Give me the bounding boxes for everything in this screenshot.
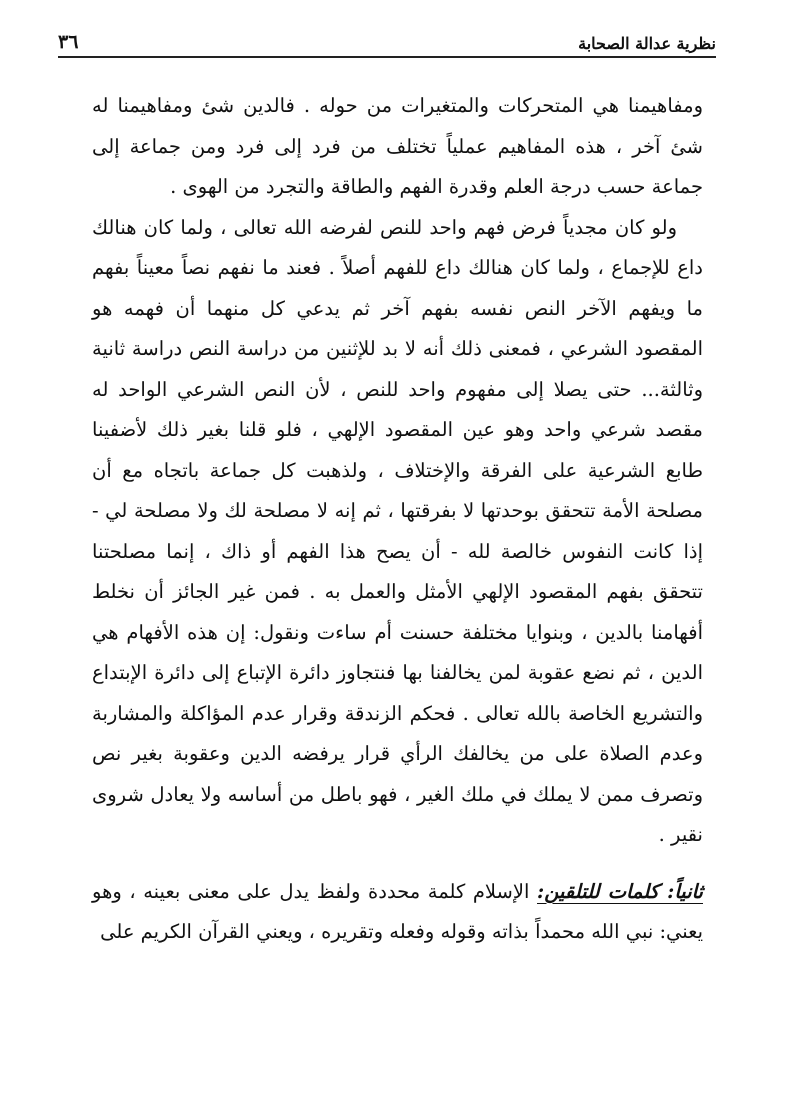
page-number: ٣٦ [58,31,79,53]
section-heading: ثانياً: كلمات للتلقين: [537,879,703,903]
body-text [92,86,703,953]
paragraph-2: ولو كان مجدياً فرض فهم واحد للنص لفرضه الله تعالى ، ولما كان هنالك داع للإجماع ، ولما كان هنالك داع للفهم أصلاً . فعند ما نفهم نصاً معيناً بفهم ما ويفهم الآخر النص نفسه بفهم آخر ثم يدعي كل منهما أن فهمه هو المقصود الشرعي ، فمعنى ذلك أنه لا بد للإثنين من دراسة النص دراسة ثانية وثالثة... حتى يصلا إلى مفهوم واحد للنص ، لأن النص الشرعي الواحد له مقصد شرعي واحد وهو عين المقصود الإلهي ، فلو قلنا بغير ذلك لأضفينا طابع الشرعية على الفرقة والإختلاف ، ولذهبت كل جماعة باتجاه مع أن مصلحة الأمة تتحقق بوحدتها لا بفرقتها ، ثم إنه لا مصلحة لك ولا مصلحة لي - إذا كانت النفوس خالصة لله - أن يصح هذا الفهم أو ذاك ، إنما مصلحتنا تتحقق بفهم المقصود الإلهي الأمثل والعمل به . فمن غير الجائز أن نخلط أفهامنا بالدين ، وبنوايا مختلفة حسنت أم ساءت ونقول: إن هذه الأفهام هي الدين ، ثم نضع عقوبة لمن يخالفنا بها فنتجاوز دائرة الإتباع إلى دائرة الإبتداع والتشريع الخاصة بالله تعالى . فحكم الزندقة وقرار عدم المؤاكلة والمشاربة وعدم الصلاة على من يخالفك الرأي قرار يرفضه الدين وعقوبة بغير نص وتصرف ممن لا يملك في ملك الغير ، فهو باطل من أساسه ولا يعادل شروى نقير . [92,215,703,846]
section-paragraph [92,872,703,953]
page-header [58,26,716,58]
section-text: الإسلام كلمة محددة ولفظ يدل على معنى بعينه ، وهو يعني: نبي الله محمداً بذاته وقوله وفعله وتقريره ، ويعني القرآن الكريم على [92,879,703,943]
paragraph-1: ومفاهيمنا هي المتحركات والمتغيرات من حوله . فالدين شئ ومفاهيمنا له شئ آخر ، هذه المفاهيم عملياً تختلف من فرد إلى فرد ومن جماعة إلى جماعة حسب درجة العلم وقدرة الفهم والطاقة والتجرد من الهوى . [92,94,703,198]
running-title: نظرية عدالة الصحابة [578,34,716,53]
